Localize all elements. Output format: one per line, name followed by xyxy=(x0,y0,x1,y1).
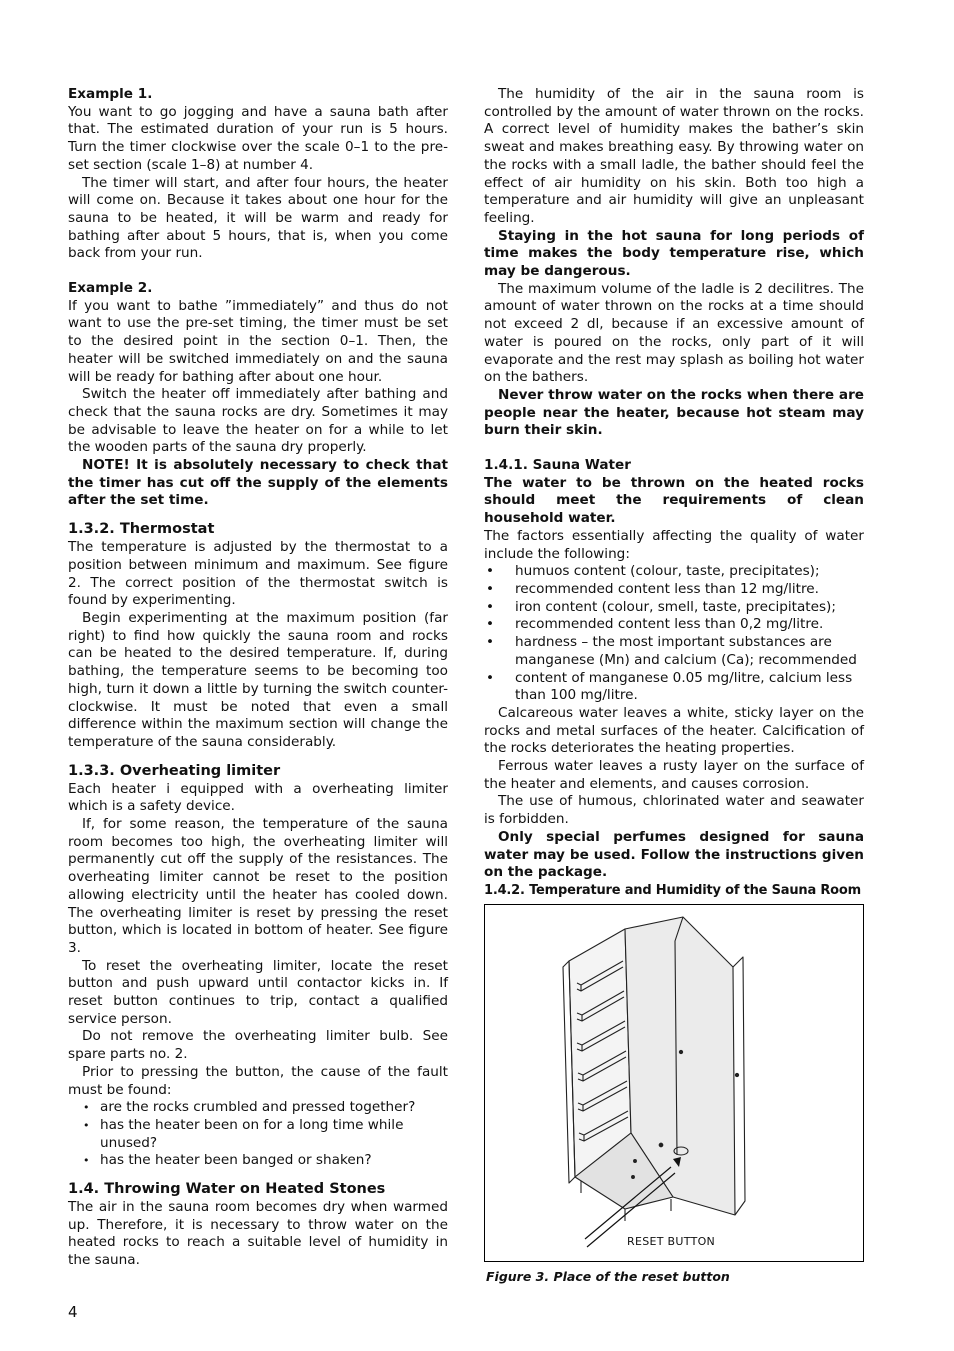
water-requirement: The water to be thrown on the heated rocks should meet the requirements of clean household water. xyxy=(484,474,864,527)
example1-paragraph: You want to go jogging and have a sauna bath after that. The estimated duration of your run is 5 hours. Turn the timer clockwise over the scale 0–1 to the pre-set section (scale 1–8) at number 4. xyxy=(68,103,448,173)
limiter-paragraph: To reset the overheating limiter, locate the reset button and push upward until contactor kicks in. If reset button continues to trip, contact a qualified service person. xyxy=(68,957,448,1027)
warning-hot-steam: Never throw water on the rocks when there are people near the heater, because hot steam may burn their skin. xyxy=(484,386,864,439)
ferrous-paragraph: Ferrous water leaves a rusty layer on the surface of the heater and elements, and causes corrosion. xyxy=(484,758,864,792)
example2-paragraph: Switch the heater off immediately after bathing and check that the sauna rocks are dry. Sometimes it may be advisable to leave the heater on for a while to let the wooden parts of the sauna dry properly. xyxy=(68,386,448,456)
figure-caption: Figure 3. Place of the reset button xyxy=(486,1269,730,1284)
page-number: 4 xyxy=(68,1303,78,1321)
list-item: • has the heater been on for a long time while unused? xyxy=(68,1117,448,1152)
thermostat-paragraph: Begin experimenting at the maximum position (far right) to find how quickly the sauna room and rocks can be heated to the desired temperature. If, during bathing, the temperature seems to be becoming too high, turn it down a little by turning the switch counter-clockwise. It must be noted that even a small difference within the maximum section will change the temperature of the sauna considerably. xyxy=(68,609,448,750)
example2-title: Example 2. xyxy=(68,280,153,297)
limiter-paragraph: Do not remove the overheating limiter bulb. See spare parts no. 2. xyxy=(68,1028,448,1063)
list-item: • recommended content less than 12 mg/litre. xyxy=(484,581,864,599)
fault-cause-list xyxy=(68,1099,448,1170)
example1-paragraph: The timer will start, and after four hours, the heater will come on. Because it takes about one hour for the sauna to be heated, it will be warm and ready for bathing after about 5 hours, that is, when you come back from your run. xyxy=(68,174,448,262)
right-column xyxy=(484,86,864,900)
example1-title: Example 1. xyxy=(68,86,153,102)
limiter-paragraph: Each heater i equipped with a overheating limiter which is a safety device. xyxy=(68,780,448,815)
ladle-paragraph: The maximum volume of the ladle is 2 decilitres. The amount of water thrown on the rocks at a time should not exceed 2 dl, because if an excessive amount of water is poured on the rocks, only part of it will evaporate and the rest may splash as boiling hot water on the bathers. xyxy=(484,280,864,386)
list-item: • humuos content (colour, taste, precipitates); xyxy=(484,563,864,581)
limiter-paragraph: If, for some reason, the temperature of the sauna room becomes too high, the overheating limiter will permanently cut off the supply of the resistances. The overheating limiter cannot be reset to the position allowing electricity until the heater has cooled down. The overheating limiter is reset by pressing the reset button, which is located in bottom of heater. See figure 3. xyxy=(68,816,448,956)
reset-button-label: RESET BUTTON xyxy=(627,1235,716,1248)
humidity-paragraph: The humidity of the air in the sauna room is controlled by the amount of water thrown on the rocks. A correct level of humidity makes the bather’s skin sweat and makes breathing easy. By throwing water on the rocks with a small ladle, the bather should feel the effect of air humidity on his skin. Both too high a temperature and air humidity will give an unpleasant feeling. xyxy=(484,86,864,226)
warning-body-temperature: Staying in the hot sauna for long periods of time makes the body temperature rise, which may be dangerous. xyxy=(484,227,864,280)
heater-illustration xyxy=(485,905,863,1261)
limiter-paragraph: Prior to pressing the button, the cause of the fault must be found: xyxy=(68,1063,448,1098)
list-item: • content of manganese 0.05 mg/litre, calcium less than 100 mg/litre. xyxy=(484,670,864,705)
water-factor-list xyxy=(484,563,864,705)
list-item: • are the rocks crumbled and pressed together? xyxy=(68,1099,448,1117)
water-factors-intro: The factors essentially affecting the quality of water include the following: xyxy=(484,527,864,562)
forbidden-paragraph: The use of humous, chlorinated water and seawater is forbidden. xyxy=(484,793,864,828)
section-heading-thermostat: 1.3.2. Thermostat xyxy=(68,521,215,538)
thermostat-paragraph: The temperature is adjusted by the thermostat to a position between minimum and maximum. See figure 2. The correct position of the thermostat switch is found by experimenting. xyxy=(68,539,448,609)
list-item: • hardness – the most important substances are manganese (Mn) and calcium (Ca); recommended xyxy=(484,634,864,669)
throwing-paragraph: The air in the sauna room becomes dry when warmed up. Therefore, it is necessary to throw water on the heated rocks to reach a suitable level of humidity in the sauna. xyxy=(68,1199,448,1269)
list-item: • recommended content less than 0,2 mg/litre. xyxy=(484,616,864,634)
section-heading-sauna-water: 1.4.1. Sauna Water xyxy=(484,457,631,474)
perfume-paragraph: Only special perfumes designed for sauna water may be used. Follow the instructions given on the package. xyxy=(484,828,864,881)
list-item: • has the heater been banged or shaken? xyxy=(68,1152,448,1170)
list-item: • iron content (colour, smell, taste, precipitates); xyxy=(484,599,864,617)
left-column xyxy=(68,86,448,1270)
section-heading-temperature-humidity: 1.4.2. Temperature and Humidity of the Sauna Room xyxy=(484,882,861,898)
figure-3 xyxy=(484,904,864,1262)
calcareous-paragraph: Calcareous water leaves a white, sticky layer on the rocks and metal surfaces of the heater. Calcification of the rocks deteriorates the heating properties. xyxy=(484,704,864,757)
example2-paragraph: If you want to bathe ”immediately” and thus do not want to use the pre-set timing, the timer must be set to the desired point in the section 0–1. Then, the heater will be switched immediately on and the sauna will be ready for bathing after about one hour. xyxy=(68,297,448,385)
timer-note: NOTE! It is absolutely necessary to check that the timer has cut off the supply of the elements after the set time. xyxy=(68,457,448,509)
section-heading-overheating-limiter: 1.3.3. Overheating limiter xyxy=(68,762,281,779)
section-heading-throwing-water: 1.4. Throwing Water on Heated Stones xyxy=(68,1181,386,1198)
